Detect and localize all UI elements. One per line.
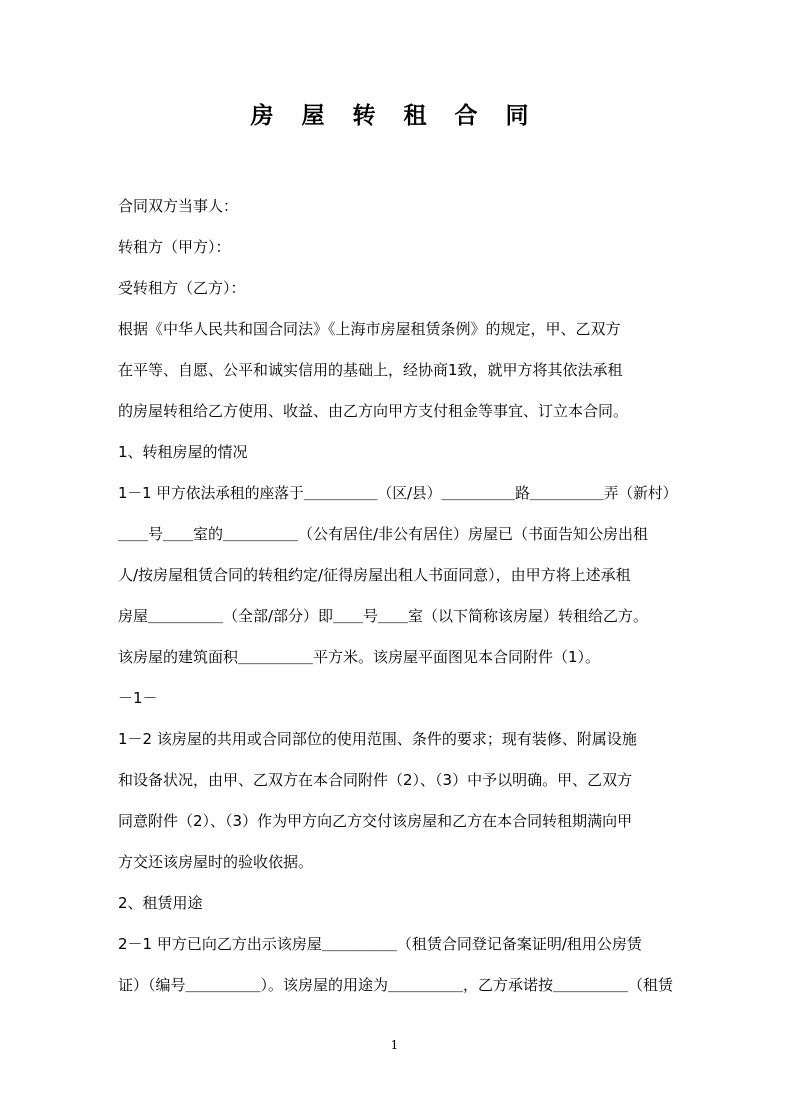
paragraph-line: 转租方（甲方）： xyxy=(118,238,231,256)
paragraph-line: 根据《中华人民共和国合同法》《上海市房屋租赁条例》的规定，甲、乙双方 xyxy=(118,320,621,338)
paragraph-line: 方交还该房屋时的验收依据。 xyxy=(118,853,314,871)
paragraph-line: 人/按房屋租赁合同的转租约定/征得房屋出租人书面同意），由甲方将上述承租 xyxy=(118,566,631,584)
paragraph-line: 证）（编号＿＿＿＿＿）。该房屋的用途为＿＿＿＿＿，乙方承诺按＿＿＿＿＿（租赁 xyxy=(118,976,674,994)
paragraph-line: 同意附件（2）、（3）作为甲方向乙方交付该房屋和乙方在本合同转租期满向甲 xyxy=(118,812,633,830)
paragraph-line: 2－1 甲方已向乙方出示该房屋＿＿＿＿＿（租赁合同登记备案证明/租用公房赁 xyxy=(118,935,642,953)
paragraph-line: 受转租方（乙方）： xyxy=(118,279,246,297)
section-heading: 2、租赁用途 xyxy=(118,894,203,912)
paragraph-line: 的房屋转租给乙方使用、收益、由乙方向甲方支付租金等事宜、订立本合同。 xyxy=(118,402,629,420)
paragraph-line: 1－2 该房屋的共用或合同部位的使用范围、条件的要求；现有装修、附属设施 xyxy=(118,730,637,748)
section-heading: 1、转租房屋的情况 xyxy=(118,443,248,461)
paragraph-line: 合同双方当事人： xyxy=(118,197,239,215)
paragraph-line: ＿＿号＿＿室的＿＿＿＿＿（公有居住/非公有居住）房屋已（书面告知公房出租 xyxy=(118,525,649,543)
paragraph-line: 和设备状况，由甲、乙双方在本合同附件（2）、（3）中予以明确。甲、乙双方 xyxy=(118,771,633,789)
page-number: 1 xyxy=(390,1038,399,1052)
paragraph-line: 房屋＿＿＿＿＿（全部/部分）即＿＿号＿＿室（以下简称该房屋）转租给乙方。 xyxy=(118,607,649,625)
paragraph-line: 该房屋的建筑面积＿＿＿＿＿平方米。该房屋平面图见本合同附件（1）。 xyxy=(118,648,601,666)
paragraph-line: 在平等、自愿、公平和诚实信用的基础上，经协商1致，就甲方将其依法承租 xyxy=(118,361,623,379)
document-body xyxy=(118,186,678,1006)
document-title: 房 屋 转 租 合 同 xyxy=(250,102,539,129)
inline-page-marker: －1－ xyxy=(118,689,158,707)
paragraph-line: 1－1 甲方依法承租的座落于＿＿＿＿＿（区/县）＿＿＿＿＿路＿＿＿＿＿弄（新村） xyxy=(118,485,678,502)
